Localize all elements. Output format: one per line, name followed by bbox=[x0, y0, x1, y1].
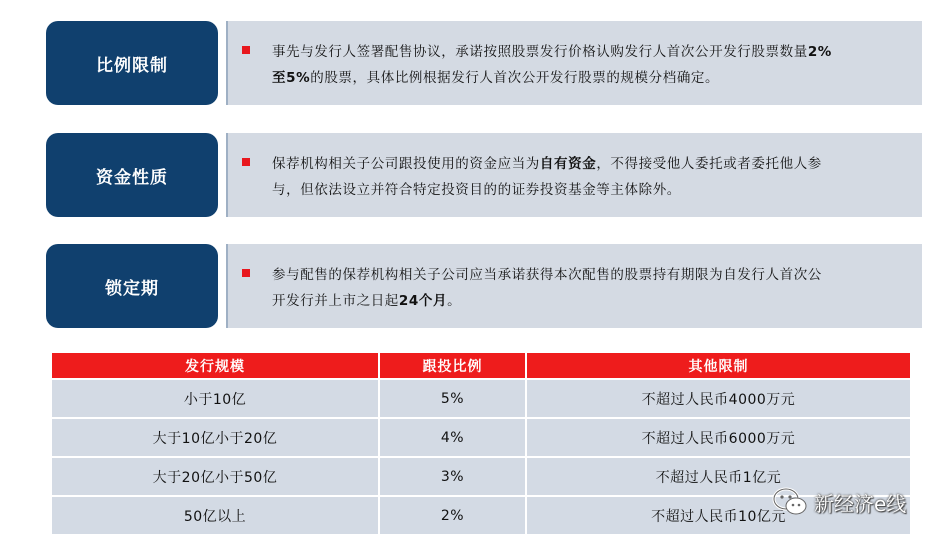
table-cell: 5% bbox=[379, 379, 526, 418]
wechat-icon bbox=[772, 487, 808, 517]
rule-fund-nature bbox=[46, 133, 922, 217]
table-cell: 小于10亿 bbox=[52, 379, 379, 418]
rule-text-segment: 事先与发行人签署配售协议，承诺按照股票发行价格认购发行人首次公开发行股票数量 bbox=[272, 44, 808, 60]
bullet-square-icon bbox=[242, 158, 250, 166]
table-row bbox=[52, 418, 910, 457]
table-header-row bbox=[52, 353, 910, 379]
rule-lockup-period bbox=[46, 244, 922, 328]
rule-text-lockup-period bbox=[272, 262, 822, 314]
table-cell: 大于10亿小于20亿 bbox=[52, 418, 379, 457]
header-issue-scale: 发行规模 bbox=[52, 353, 379, 379]
table-cell: 不超过人民币1亿元 bbox=[526, 457, 910, 496]
table-row bbox=[52, 379, 910, 418]
rule-label-fund-nature: 资金性质 bbox=[46, 133, 218, 217]
table-cell: 3% bbox=[379, 457, 526, 496]
bullet-square-icon bbox=[242, 269, 250, 277]
rule-text-bold: 自有资金 bbox=[539, 156, 597, 172]
rule-text-segment: 保荐机构相关子公司跟投使用的资金应当为 bbox=[272, 156, 540, 172]
rule-text-fund-nature bbox=[272, 151, 822, 203]
rule-text-segment: 参与配售的保荐机构相关子公司应当承诺获得本次配售的股票持有期限为自发行人首次公 bbox=[272, 267, 822, 283]
rule-text-segment: 开发行并上市之日起 bbox=[272, 293, 399, 309]
watermark-text: 新经济e线 bbox=[814, 491, 907, 516]
table-cell: 不超过人民币4000万元 bbox=[526, 379, 910, 418]
rule-text-ratio-limit bbox=[272, 39, 832, 91]
rule-text-bold: 24个月 bbox=[398, 293, 448, 309]
table-cell: 50亿以上 bbox=[52, 496, 379, 534]
rule-text-segment: 的股票，具体比例根据发行人首次公开发行股票的规模分档确定。 bbox=[310, 70, 720, 86]
rule-label-lockup-period: 锁定期 bbox=[46, 244, 218, 328]
rule-box-ratio-limit bbox=[226, 21, 922, 105]
header-other-limits: 其他限制 bbox=[526, 353, 910, 379]
rule-box-fund-nature bbox=[226, 133, 922, 217]
rule-text-segment: 与，但依法设立并符合特定投资目的的证券投资基金等主体除外。 bbox=[272, 182, 681, 198]
table-cell: 4% bbox=[379, 418, 526, 457]
watermark bbox=[772, 484, 906, 520]
rule-box-lockup-period bbox=[226, 244, 922, 328]
rule-text-segment: 。 bbox=[447, 293, 462, 309]
table-cell: 大于20亿小于50亿 bbox=[52, 457, 379, 496]
bullet-square-icon bbox=[242, 46, 250, 54]
rule-text-bold: 至5% bbox=[272, 70, 311, 86]
rule-ratio-limit bbox=[46, 21, 922, 105]
rule-text-bold: 2% bbox=[807, 44, 832, 60]
table-cell: 不超过人民币10亿元 bbox=[526, 496, 910, 534]
header-co-invest-ratio: 跟投比例 bbox=[379, 353, 526, 379]
rule-label-ratio-limit: 比例限制 bbox=[46, 21, 218, 105]
rule-text-segment: ，不得接受他人委托或者委托他人参 bbox=[596, 156, 822, 172]
table-cell: 2% bbox=[379, 496, 526, 534]
table-cell: 不超过人民币6000万元 bbox=[526, 418, 910, 457]
